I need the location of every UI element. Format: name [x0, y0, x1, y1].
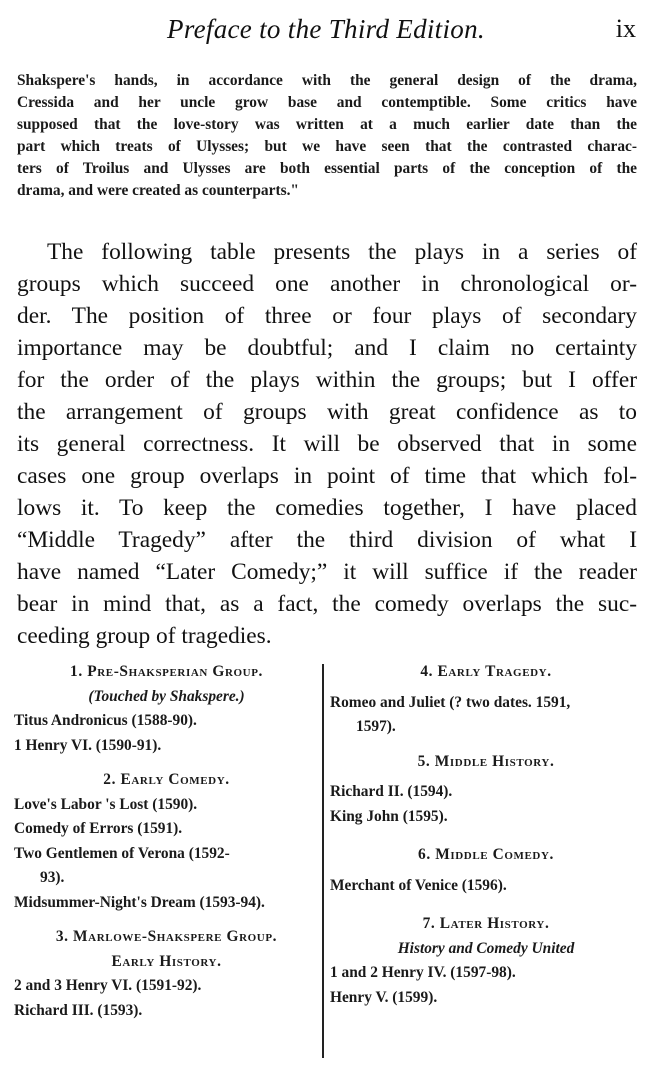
body-line: its general correctness. It will be observed that in some: [17, 431, 637, 457]
table-right-column: [330, 660, 642, 1010]
group-heading: 2. Early Comedy.: [103, 771, 230, 788]
page-number: ix: [615, 14, 636, 43]
body-line: have named “Later Comedy;” it will suffice if the reader: [17, 559, 637, 585]
running-head: [0, 14, 652, 54]
body-line: ceeding group of tragedies.: [17, 623, 272, 649]
group-heading: 3. Marlowe-Shakspere Group.: [55, 928, 278, 945]
body-line: bear in mind that, as a fact, the comedy overlaps the suc-: [17, 591, 637, 617]
running-head-title: Preface to the Third Edition.: [167, 14, 485, 44]
body-line: for the order of the plays within the groups; but I offer: [17, 367, 637, 393]
quote-line: Shakspere's hands, in accordance with the general design of the drama,: [17, 72, 637, 89]
body-line: cases one group overlaps in point of time that which fol-: [17, 463, 637, 489]
play-entry: Titus Andronicus (1588-90).: [14, 712, 197, 729]
quote-line: ters of Troilus and Ulysses are both essential parts of the conception of the: [17, 160, 637, 177]
play-entry: Richard III. (1593).: [14, 1001, 143, 1019]
group-heading: 7. Later History.: [422, 915, 550, 932]
group-heading: 4. Early Tragedy.: [420, 663, 552, 680]
group-heading: 1. Pre-Shaksperian Group.: [70, 663, 263, 680]
play-entry: Romeo and Juliet (? two dates. 1591,: [330, 693, 571, 711]
play-entry: Midsummer-Night's Dream (1593-94).: [14, 893, 265, 911]
body-line: The following table presents the plays in a series of: [47, 239, 637, 265]
quote-line: part which treats of Ulysses; but we have seen that the contrasted charac-: [17, 138, 637, 155]
play-entry: Comedy of Errors (1591).: [14, 820, 183, 837]
group-heading: 6. Middle Comedy.: [418, 846, 554, 863]
body-line: “Middle Tragedy” after the third division of what I: [17, 527, 637, 553]
play-entry: Richard II. (1594).: [330, 783, 453, 800]
play-entry: Two Gentlemen of Verona (1592-: [14, 844, 230, 862]
play-entry: Henry V. (1599).: [330, 988, 438, 1006]
quote-line: Cressida and her uncle grow base and contemptible. Some critics have: [17, 94, 637, 111]
body-line: der. The position of three or four plays of secondary: [17, 303, 637, 329]
play-entry-continuation: 1597).: [356, 718, 396, 735]
body-line: lows it. To keep the comedies together, I have placed: [17, 495, 637, 521]
group-heading: 5. Middle History.: [417, 752, 555, 770]
play-entry: 1 and 2 Henry IV. (1597-98).: [330, 964, 516, 981]
group-subheading: History and Comedy United: [397, 939, 575, 957]
play-entry: Love's Labor 's Lost (1590).: [14, 795, 198, 813]
body-line: groups which succeed one another in chronological or-: [17, 271, 637, 297]
play-entry-continuation: 93).: [40, 869, 65, 886]
quote-line: supposed that the love-story was written at a much earlier date than the: [17, 116, 637, 133]
body-line: the arrangement of groups with great confidence as to: [17, 399, 637, 425]
play-entry: King John (1595).: [330, 807, 448, 825]
group-subheading: Early History.: [111, 952, 222, 970]
group-subheading: (Touched by Shakspere.): [88, 687, 245, 705]
play-entry: 1 Henry VI. (1590-91).: [14, 736, 162, 754]
body-paragraph: [17, 236, 637, 652]
body-line: importance may be doubtful; and I claim no certainty: [17, 335, 637, 361]
table-left-column: [14, 660, 319, 1023]
column-divider: [322, 664, 324, 1058]
quoted-passage: [17, 70, 637, 202]
play-entry: Merchant of Venice (1596).: [330, 876, 507, 894]
quote-line: drama, and were created as counterparts.": [17, 182, 299, 199]
play-entry: 2 and 3 Henry VI. (1591-92).: [14, 977, 202, 994]
